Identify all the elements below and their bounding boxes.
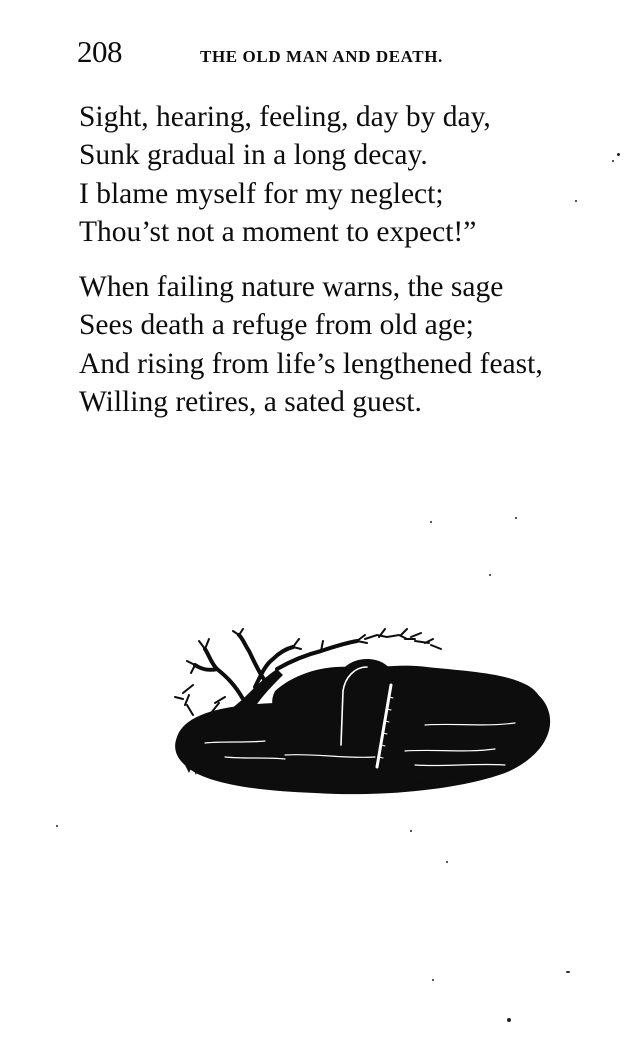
poem-line: Sees death a refuge from old age; xyxy=(79,309,474,342)
print-speck xyxy=(432,979,434,981)
poem-line: Sunk gradual in a long decay. xyxy=(79,139,428,172)
poem-line: And rising from life’s lengthened feast, xyxy=(79,347,543,380)
poem-line: Thou’st not a moment to expect!” xyxy=(79,216,477,249)
print-speck xyxy=(430,521,432,523)
print-speck xyxy=(489,574,491,576)
print-speck xyxy=(515,517,517,519)
poem-line: Willing retires, a sated guest. xyxy=(79,386,422,419)
print-speck xyxy=(507,1018,511,1022)
print-speck xyxy=(575,200,577,202)
poem-line: I blame myself for my neglect; xyxy=(79,177,444,210)
page-number: 208 xyxy=(77,34,122,69)
print-speck xyxy=(566,971,570,973)
poem-line: When failing nature warns, the sage xyxy=(79,271,504,303)
print-speck xyxy=(410,830,412,832)
print-speck xyxy=(446,861,448,863)
poem-line: Sight, hearing, feeling, day by day, xyxy=(79,101,491,133)
woodcut-vignette xyxy=(165,625,560,805)
running-title: THE OLD MAN AND DEATH. xyxy=(200,47,443,66)
print-speck xyxy=(617,153,620,156)
print-speck xyxy=(56,825,58,827)
print-speck xyxy=(612,160,614,162)
poem-stanza-1 xyxy=(79,98,491,252)
poem-stanza-2 xyxy=(79,268,543,422)
